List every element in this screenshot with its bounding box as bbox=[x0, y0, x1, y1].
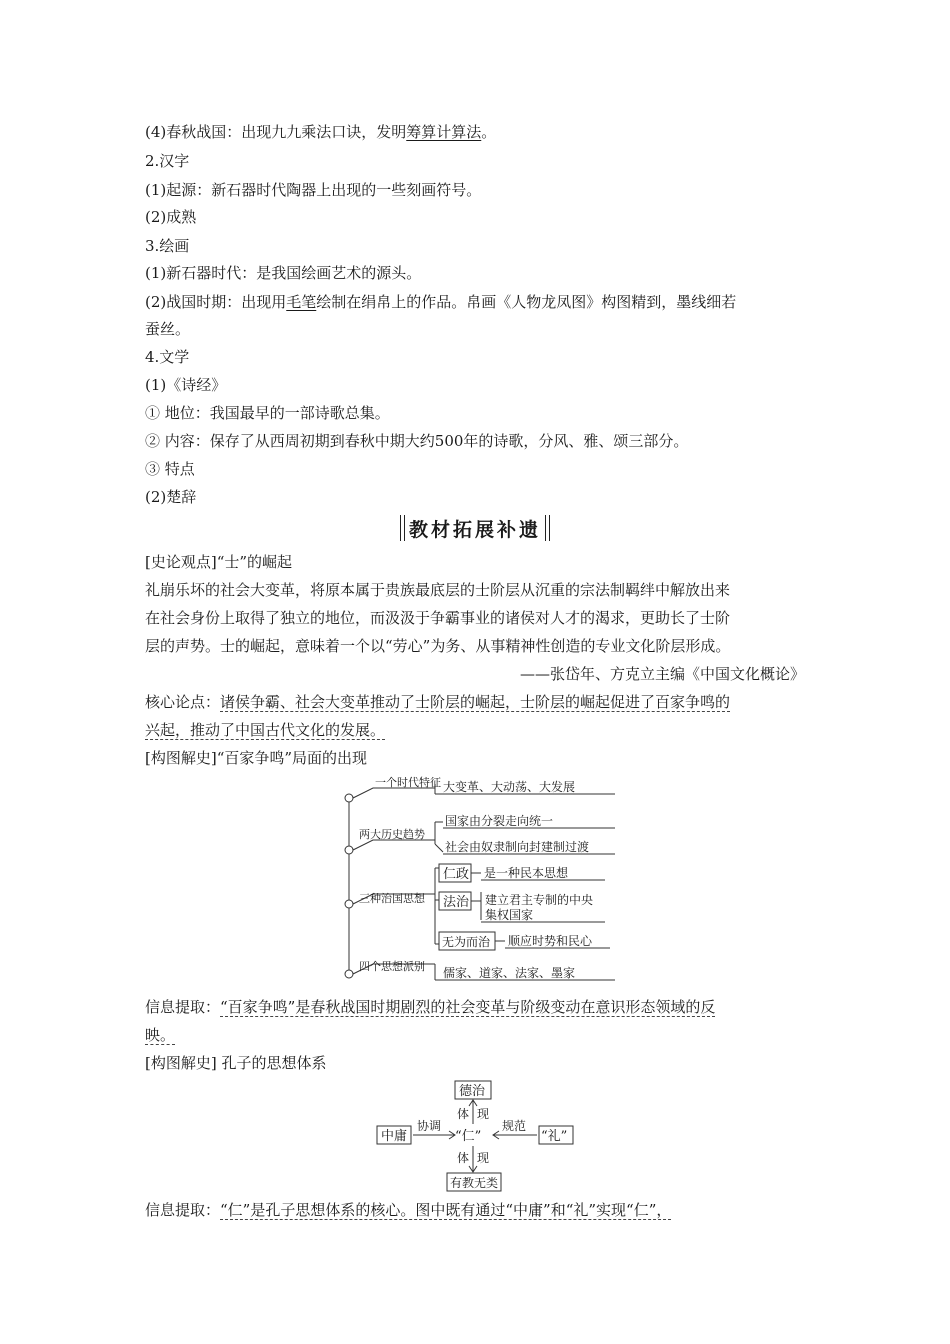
banner-bar-right bbox=[545, 515, 550, 541]
text-line: (2)战国时期：出现用毛笔绘制在绢帛上的作品。帛画《人物龙凤图》构图精到，墨线细若 bbox=[145, 293, 737, 311]
paragraph-line: 在社会身份上取得了独立的地位，而汲汲于争霸事业的诸侯对人才的渴求，更助长了士阶 bbox=[145, 609, 731, 627]
leaf-text: 建立君主专制的中央 bbox=[485, 893, 594, 907]
info-text: 映。 bbox=[145, 1026, 176, 1044]
leaf-text: 儒家、道家、法家、墨家 bbox=[443, 966, 576, 980]
leaf-text: 集权国家 bbox=[485, 908, 534, 922]
leaf-text: 大变革、大动荡、大发展 bbox=[443, 780, 576, 794]
node-left: 中庸 bbox=[381, 1129, 408, 1144]
text-line: ① 地位：我国最早的一部诗歌总集。 bbox=[145, 404, 390, 422]
underlined-term: 毛笔 bbox=[286, 293, 317, 311]
core-point bbox=[145, 720, 385, 740]
arrow-label: 规范 bbox=[502, 1119, 527, 1133]
banner-title bbox=[393, 513, 557, 543]
subsection-heading: [构图解史] 孔子的思想体系 bbox=[145, 1054, 327, 1072]
core-point-text: 诸侯争霸、社会大变革推动了士阶层的崛起，士阶层的崛起促进了百家争鸣的 bbox=[220, 693, 731, 711]
arrow-label: 现 bbox=[477, 1107, 490, 1121]
subsection-heading: [史论观点]“士”的崛起 bbox=[145, 553, 293, 571]
info-extraction bbox=[145, 1025, 175, 1045]
node-bottom: 有教无类 bbox=[450, 1176, 499, 1190]
arrow-label: 体 bbox=[457, 1107, 470, 1121]
node-center: “仁” bbox=[455, 1129, 482, 1144]
arrow-label: 体 bbox=[457, 1151, 470, 1165]
info-text: “百家争鸣”是春秋战国时期剧烈的社会变革与阶级变动在意识形态领域的反 bbox=[220, 998, 716, 1016]
branch-label: 两大历史趋势 bbox=[359, 828, 425, 841]
branch-label: 四个思想派别 bbox=[359, 960, 425, 973]
info-extraction: 信息提取：“仁”是孔子思想体系的核心。图中既有通过“中庸”和“礼”实现“仁”， bbox=[145, 1201, 672, 1219]
section-heading: 3.绘画 bbox=[145, 237, 190, 255]
branch-label: 三种治国思想 bbox=[359, 892, 425, 905]
idea-box: 无为而治 bbox=[442, 935, 491, 949]
text-line: (2)楚辞 bbox=[145, 488, 197, 506]
text-line: (2)成熟 bbox=[145, 208, 197, 226]
leaf-text: 国家由分裂走向统一 bbox=[445, 814, 554, 828]
text-line: (4)春秋战国：出现九九乘法口诀，发明筹算计算法。 bbox=[145, 123, 497, 141]
branch-label: 一个时代特征 bbox=[375, 776, 441, 789]
core-point: 核心论点：诸侯争霸、社会大变革推动了士阶层的崛起，士阶层的崛起促进了百家争鸣的 bbox=[145, 693, 731, 711]
core-point-text: 兴起，推动了中国古代文化的发展。 bbox=[145, 721, 386, 739]
hundred-schools-diagram bbox=[335, 772, 625, 990]
confucius-thought-diagram bbox=[375, 1078, 575, 1194]
leaf-text: 顺应时势和民心 bbox=[508, 934, 593, 948]
banner-text: 教材拓展补遗 bbox=[408, 518, 541, 541]
arrow-label: 现 bbox=[477, 1151, 490, 1165]
paragraph-line: 层的声势。士的崛起，意味着一个以“劳心”为务、从事精神性创造的专业文化阶层形成。 bbox=[145, 637, 731, 655]
text-line: ② 内容：保存了从西周初期到春秋中期大约500年的诗歌，分风、雅、颂三部分。 bbox=[145, 432, 689, 450]
subsection-heading: [构图解史]“百家争鸣”局面的出现 bbox=[145, 749, 368, 767]
node-right: “礼” bbox=[541, 1129, 568, 1144]
text-line: (1)新石器时代：是我国绘画艺术的源头。 bbox=[145, 264, 422, 282]
info-text: “仁”是孔子思想体系的核心。图中既有通过“中庸”和“礼”实现“仁”， bbox=[220, 1201, 672, 1219]
banner-bar-left bbox=[400, 515, 405, 541]
node-top: 德治 bbox=[459, 1084, 486, 1099]
idea-box: 法治 bbox=[443, 895, 470, 910]
idea-box: 仁政 bbox=[443, 867, 470, 882]
section-heading: 4.文学 bbox=[145, 348, 190, 366]
text-line: (1)《诗经》 bbox=[145, 376, 227, 394]
underlined-term: 筹算计算法 bbox=[406, 123, 482, 141]
leaf-text: 社会由奴隶制向封建制过渡 bbox=[445, 840, 590, 854]
text-line: ③ 特点 bbox=[145, 460, 195, 478]
text-line: 蚕丝。 bbox=[145, 320, 191, 338]
info-extraction: 信息提取：“百家争鸣”是春秋战国时期剧烈的社会变革与阶级变动在意识形态领域的反 bbox=[145, 998, 716, 1016]
paragraph-line: 礼崩乐坏的社会大变革，将原本属于贵族最底层的士阶层从沉重的宗法制羁绊中解放出来 bbox=[145, 581, 731, 599]
text-line: (1)起源：新石器时代陶器上出现的一些刻画符号。 bbox=[145, 181, 482, 199]
citation: ——张岱年、方克立主编《中国文化概论》 bbox=[519, 665, 805, 683]
arrow-label: 协调 bbox=[417, 1119, 442, 1133]
leaf-text: 是一种民本思想 bbox=[484, 866, 569, 880]
section-heading: 2.汉字 bbox=[145, 152, 190, 170]
